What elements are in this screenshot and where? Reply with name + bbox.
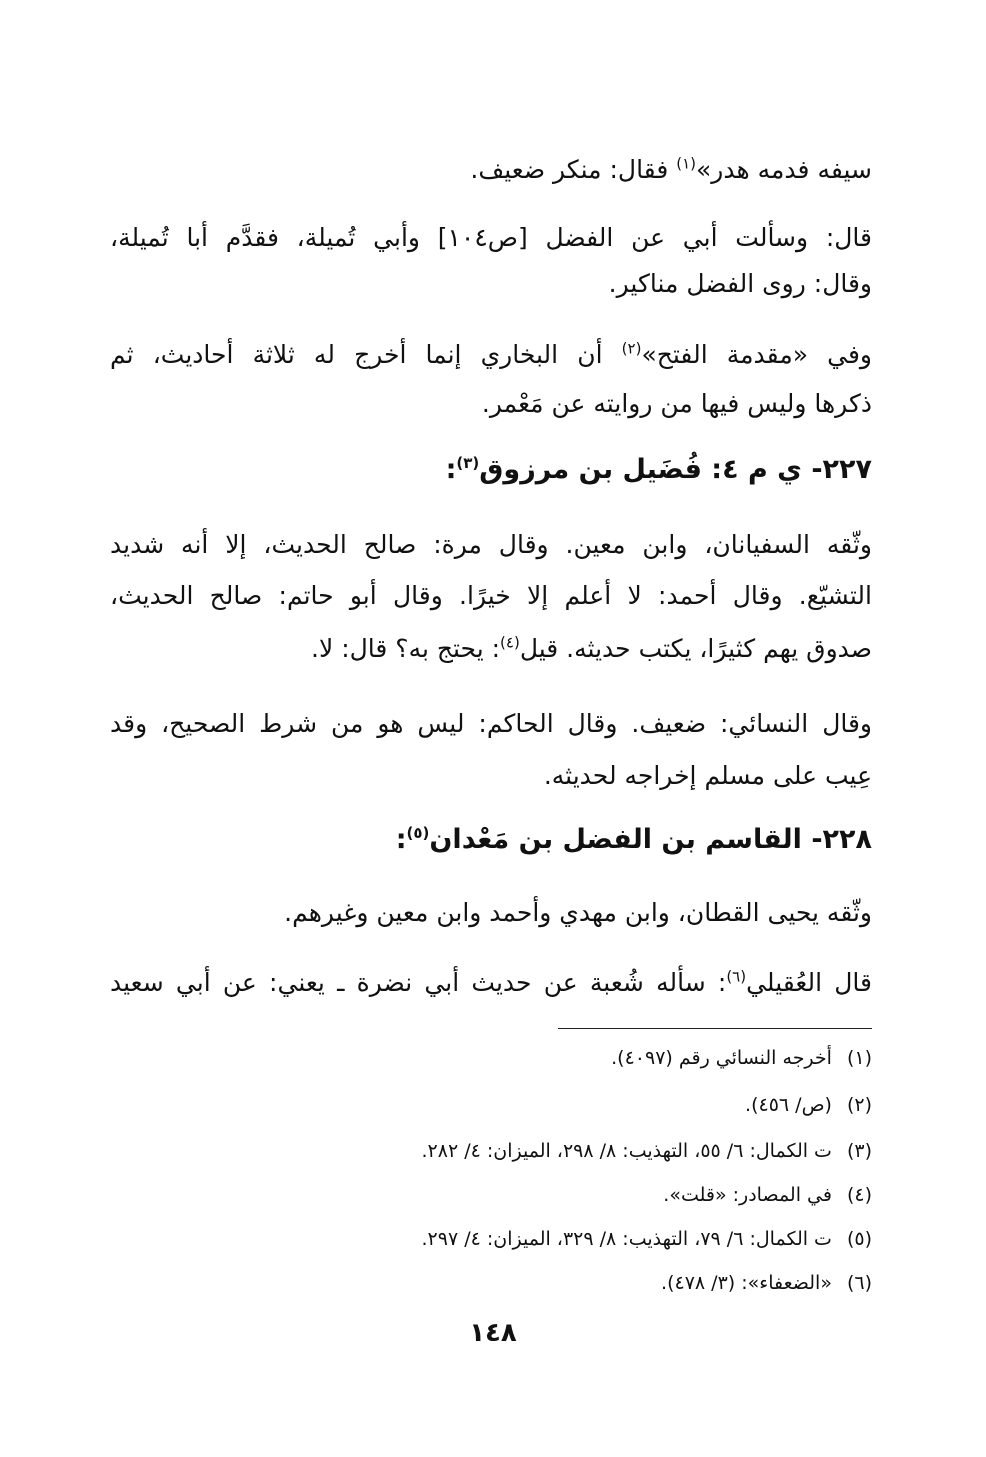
footnote-number: (٤) xyxy=(846,1184,872,1206)
text-segment: صدوق يهم كثيرًا، يكتب حديثه. قيل xyxy=(519,634,872,663)
entry-heading-227 xyxy=(110,450,872,490)
footnote-6 xyxy=(200,1268,872,1298)
text-segment: : سأله شُعبة عن حديث أبي نضرة ـ يعني: عن أبي سعيد xyxy=(110,968,727,997)
text-line-9: وقال النسائي: ضعيف. وقال الحاكم: ليس هو من شرط الصحيح، وقد xyxy=(110,709,872,738)
text-line-6: وثّقه السفيانان، وابن معين. وقال مرة: صالح الحديث، إلا أنه شديد xyxy=(110,530,872,559)
footnote-number: (٢) xyxy=(846,1094,872,1116)
footnote-ref-2: (٢) xyxy=(621,339,642,358)
footnote-number: (٦) xyxy=(846,1272,872,1294)
text-line-1 xyxy=(110,150,872,190)
footnote-ref-5: (٥) xyxy=(406,824,430,842)
text-segment: سيفه فدمه هدر» xyxy=(696,155,872,184)
text-line-4 xyxy=(110,335,872,375)
footnote-text: ت الكمال: ٦/ ٧٩، التهذيب: ٨/ ٣٢٩، الميزان: ٤/ ٢٩٧. xyxy=(421,1228,832,1250)
text-segment: أن البخاري إنما أخرج له ثلاثة أحاديث، ثم xyxy=(110,340,622,369)
footnote-4 xyxy=(200,1180,872,1210)
page-number: ١٤٨ xyxy=(469,1318,517,1348)
footnote-text: «الضعفاء»: (٣/ ٤٧٨). xyxy=(661,1272,832,1294)
footnote-3 xyxy=(200,1136,872,1166)
text-line-8 xyxy=(110,629,872,669)
footnote-text: أخرجه النسائي رقم (٤٠٩٧). xyxy=(611,1047,832,1069)
footnote-number: (١) xyxy=(846,1047,872,1069)
footnote-5 xyxy=(200,1224,872,1254)
narrator-name: ٢٢٨- القاسم بن الفضل بن مَعْدان xyxy=(429,824,872,855)
footnote-number: (٥) xyxy=(846,1228,872,1250)
text-line-5: ذكرها وليس فيها من روايته عن مَعْمر. xyxy=(481,389,872,418)
entry-number: ٢٢٧- ي م ٤: xyxy=(701,454,872,485)
footnote-ref-3: (٣) xyxy=(456,454,480,472)
text-line-2: قال: وسألت أبي عن الفضل [ص١٠٤] وأبي تُميلة، فقدَّم أبا تُميلة، xyxy=(110,223,872,252)
footnote-ref-1: (١) xyxy=(676,154,697,173)
text-line-7: التشيّع. وقال أحمد: لا أعلم إلا خيرًا. وقال أبو حاتم: صالح الحديث، xyxy=(110,581,872,610)
text-segment: : يحتج به؟ قال: لا. xyxy=(311,634,501,663)
footnote-2 xyxy=(200,1090,872,1120)
text-segment: وفي «مقدمة الفتح» xyxy=(641,340,872,369)
footnote-1 xyxy=(200,1043,872,1073)
text-segment: : xyxy=(445,454,457,485)
footnote-text: ت الكمال: ٦/ ٥٥، التهذيب: ٨/ ٢٩٨، الميزان: ٤/ ٢٨٢. xyxy=(421,1140,832,1162)
footnote-text: (ص/ ٤٥٦). xyxy=(745,1094,832,1116)
text-segment: : xyxy=(395,824,407,855)
text-segment: فقال: منكر ضعيف. xyxy=(470,155,677,184)
narrator-name: فُضَيل بن مرزوق xyxy=(479,454,702,485)
text-line-11: وثّقه يحيى القطان، وابن مهدي وأحمد وابن معين وغيرهم. xyxy=(284,898,872,927)
entry-heading-228 xyxy=(110,820,872,860)
footnote-number: (٣) xyxy=(846,1140,872,1162)
footnote-text: في المصادر: «قلت». xyxy=(663,1184,832,1206)
text-line-10: عِيب على مسلم إخراجه لحديثه. xyxy=(543,761,872,790)
text-line-12 xyxy=(110,963,872,1003)
footnote-divider xyxy=(558,1028,872,1029)
text-segment: قال العُقيلي xyxy=(746,968,872,997)
footnote-ref-6: (٦) xyxy=(726,967,747,986)
text-line-3: وقال: روى الفضل مناكير. xyxy=(608,269,872,298)
footnote-ref-4: (٤) xyxy=(500,633,520,652)
